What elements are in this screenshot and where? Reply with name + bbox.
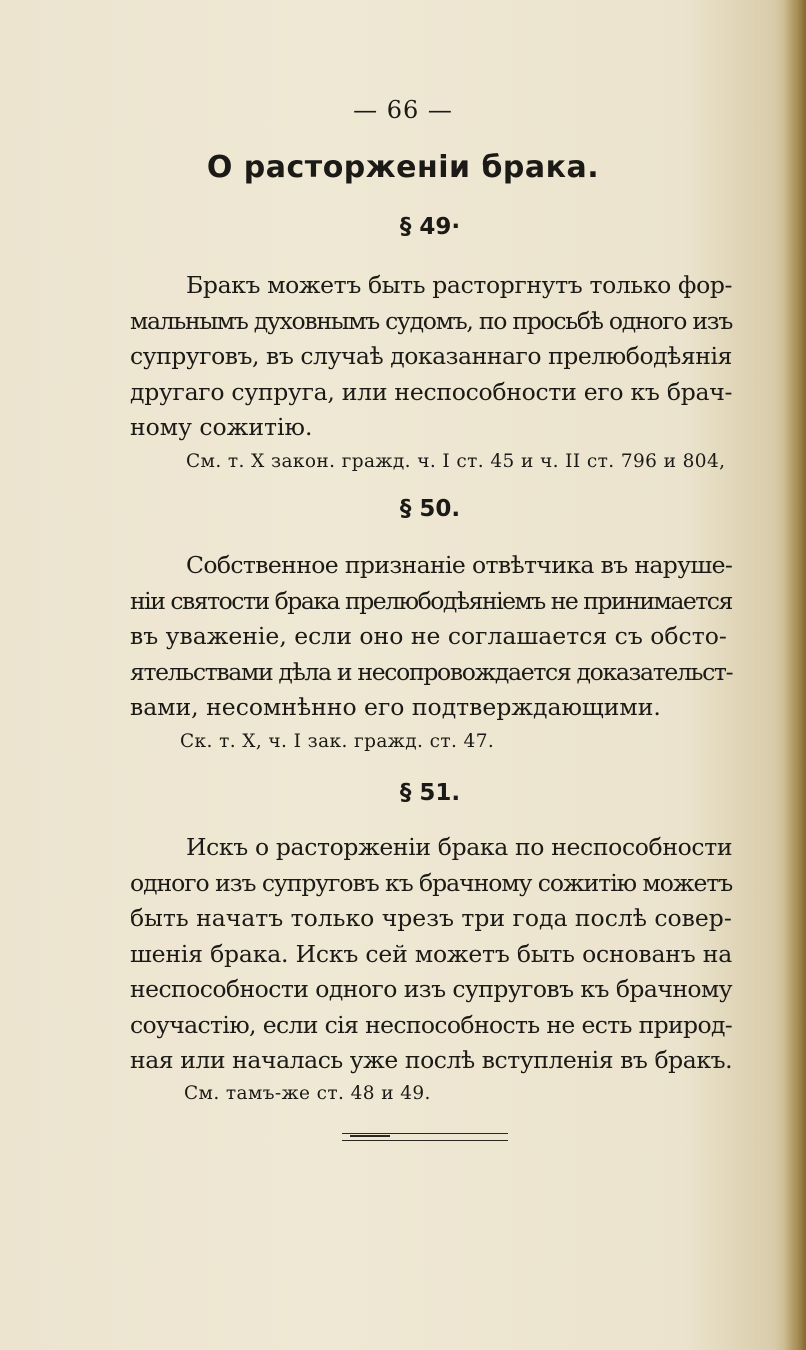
- text-line: ніи святости брака прелюбодѣяніемъ не принимается: [130, 586, 732, 615]
- text-line: одного изъ супруговъ къ брачному сожитію можетъ: [130, 868, 733, 897]
- text-line: ному сожитію.: [130, 413, 313, 441]
- section-heading-49: § 49·: [399, 214, 461, 240]
- text-line: Бракъ можетъ быть расторгнутъ только фор-: [186, 271, 733, 299]
- text-line: ятельствами дѣла и несопровождается доказательст-: [130, 657, 733, 686]
- section-51-text: [130, 830, 732, 1079]
- text-line: мальнымъ духовнымъ судомъ, по просьбѣ одного изъ: [130, 306, 733, 335]
- text-line: Собственное признаніе отвѣтчика въ наруше-: [186, 551, 733, 579]
- text-line: соучастію, если сія неспособность не есть природ-: [130, 1010, 733, 1039]
- section-49-text: [130, 268, 732, 446]
- text-line: быть начатъ только чрезъ три года послѣ совер-: [130, 904, 732, 932]
- chapter-title: О расторженіи брака.: [206, 150, 600, 185]
- text-line: Искъ о расторженіи брака по неспособности: [186, 833, 733, 861]
- section-49-reference: См. т. X закон. гражд. ч. I ст. 45 и ч. II ст. 796 и 804,: [186, 451, 726, 472]
- text-line: супруговъ, въ случаѣ доказаннаго прелюбодѣянія: [130, 342, 732, 370]
- text-line: шенія брака. Искъ сей можетъ быть основанъ на: [130, 939, 733, 968]
- text-line: другаго супруга, или неспособности его къ брач-: [130, 377, 733, 406]
- section-50-reference: Ск. т. X, ч. I зак. гражд. ст. 47.: [180, 731, 495, 752]
- text-line: неспособности одного изъ супруговъ къ брачному: [130, 975, 733, 1003]
- section-heading-50: § 50.: [399, 496, 461, 522]
- page-edge: [784, 0, 806, 1350]
- section-50-text: [130, 548, 732, 726]
- page-number: — 66 —: [353, 96, 453, 124]
- section-51-reference: См. тамъ-же ст. 48 и 49.: [184, 1083, 431, 1104]
- text-line: ная или началась уже послѣ вступленія въ бракъ.: [130, 1046, 733, 1074]
- text-line: вами, несомнѣнно его подтверждающими.: [130, 693, 661, 721]
- section-heading-51: § 51.: [399, 780, 461, 806]
- text-line: въ уваженіе, если оно не соглашается съ обсто-: [130, 622, 727, 650]
- end-divider: [342, 1133, 508, 1141]
